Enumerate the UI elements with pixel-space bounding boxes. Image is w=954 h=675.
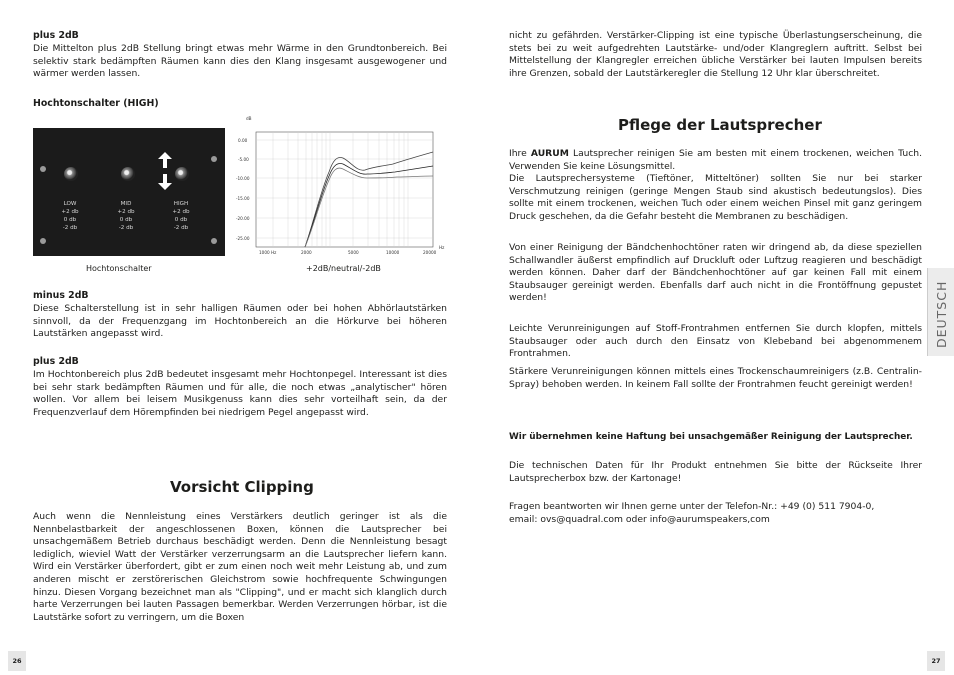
heading-minus-2db: minus 2dB: [33, 290, 89, 301]
paragraph-tech-data: Die technischen Daten für Ihr Produkt entnehmen Sie bitte der Rückseite Ihrer Lautsprecherbox bzw. der Kartonage!: [509, 460, 922, 484]
screw-top-right: [211, 156, 217, 162]
mid-label: MID +2 db 0 db -2 db: [117, 201, 135, 231]
heading-plus-2db-mid: plus 2dB: [33, 30, 79, 41]
graph-unit-x: Hz: [439, 245, 445, 250]
paragraph-clipping-continued: nicht zu gefährden. Verstärker-Clipping ist eine typische Überlastungserscheinung, die stets bei zu weit aufgedrehten Lautstärke- und/oder Klangreglern auftritt. Selbst bei Mittelstellung der Klangregler erreichen übliche Verstärker bei lauten Impulsen bereits ihre Grenzen, sobald der Lautstärkeregler die Stellung 12 Uhr klar überschreitet.: [509, 30, 922, 79]
graph-caption: +2dB/neutral/-2dB: [306, 264, 381, 273]
paragraph-care-1: Ihre AURUM Lautsprecher reinigen Sie am besten mit einem trockenen, weichen Tuch. Verwenden Sie keine Lösungsmittel.: [509, 148, 922, 172]
frequency-response-graph: [233, 112, 449, 260]
paragraph-care-4: Leichte Verunreinigungen auf Stoff-Frontrahmen entfernen Sie durch klopfen, mittels Staubsauger oder auch durch den Einsatz von Klebeband bei abgenommenem Frontrahmen.: [509, 323, 922, 360]
screw-top-left: [40, 166, 46, 172]
paragraph-plus-2db-mid: Die Mittelton plus 2dB Stellung bringt etwas mehr Wärme in den Grundtonbereich. Bei selektiv stark bedämpften Räumen kann dies den Klang insgesamt ausgewogener und wärmer werden lassen.: [33, 43, 447, 80]
screw-bottom-right: [211, 238, 217, 244]
screw-bottom-left: [40, 238, 46, 244]
y-tick-5: -25.00: [236, 236, 250, 241]
heading-high-switch: Hochtonschalter (HIGH): [33, 98, 159, 109]
heading-plus-2db-high: plus 2dB: [33, 356, 79, 367]
arrow-up-icon: [158, 152, 172, 168]
liability-warning: Wir übernehmen keine Haftung bei unsachgemäßer Reinigung der Lautsprecher.: [509, 432, 913, 442]
panel-caption: Hochtonschalter: [86, 264, 152, 273]
page-number-left: 26: [8, 651, 26, 671]
low-switch-knob: [64, 167, 78, 181]
high-switch-knob: [175, 167, 189, 181]
paragraph-care-5: Stärkere Verunreinigungen können mittels eines Trockenschaumreinigers (z.B. Centralin-Spray) behoben werden. In keinem Fall sollte der Frontrahmen feucht gereinigt werden!: [509, 366, 922, 390]
high-label: HIGH +2 db 0 db -2 db: [172, 201, 190, 231]
contact-line-2: email: ovs@quadral.com oder info@aurumspeakers,com: [509, 514, 770, 525]
graph-unit-y: dB: [246, 116, 252, 121]
x-tick-1: 2000: [301, 250, 312, 255]
paragraph-plus-2db-high: Im Hochtonbereich plus 2dB bedeutet insgesamt mehr Hochtonpegel. Interessant ist dies bei sehr stark bedämpften Räumen und für alle, die noch etwas „analytischer" hören wollen. Vor allem bei leisem Musikgenuss kann dies sehr vorteilhaft sein, da der Frequenzverlauf dem Hörempfinden bei niedrigem Pegel angepasst wird.: [33, 369, 447, 418]
language-tab-label: DEUTSCH: [934, 280, 949, 348]
paragraph-clipping: Auch wenn die Nennleistung eines Verstärkers deutlich geringer ist als die Nennbelastbarkeit der angeschlossenen Boxen, können die Lautsprecher bei unsachgemäßem Betrieb durchaus beschädigt werden. Denn die Nennleistung besagt lediglich, wieviel Watt der Verstärker verzerrungsarm an die Lautsprecher liefern kann. Wird ein Verstärker überfordert, gibt er zum einen noch weit mehr Leistung ab, und zum anderen mischt er zerstörerischen Gleichstrom sowie hochfrequente Schwingungen hinzu. Diesen Vorgang bezeichnet man als "Clipping", und er macht sich klanglich durch harte Verzerrungen bei lauten Passagen bemerkbar. Werden Verzerrungen hörbar, ist die Lautstärke sofort zu verringern, um die Boxen: [33, 511, 447, 623]
paragraph-minus-2db: Diese Schalterstellung ist in sehr halligen Räumen oder bei hohen Abhörlautstärken sinnvoll, da der Frequenzgang im Hochtonbereich an die Hörkurve bei höheren Lautstärken angepasst wird.: [33, 303, 447, 340]
mid-switch-knob: [121, 167, 135, 181]
x-tick-0: 1000 Hz: [259, 250, 277, 255]
y-tick-2: -10.00: [236, 176, 250, 181]
x-tick-3: 10000: [386, 250, 400, 255]
y-tick-1: -5.00: [238, 157, 249, 162]
page-number-right: 27: [927, 651, 945, 671]
language-side-tab: [927, 268, 954, 356]
y-tick-3: -15.00: [236, 196, 250, 201]
brand-name: AURUM: [530, 148, 569, 159]
paragraph-care-2: Die Lautsprechersysteme (Tieftöner, Mitteltöner) sollten Sie nur bei starker Verschmutzung reinigen (geringe Mengen Staub sind akustisch bedeutungslos). Dies sollte mit einem trockenen, weichen Tuch oder einem weichen Pinsel mit ganz geringem Druck geschehen, da die Gefahr besteht die Membranen zu beschädigen.: [509, 173, 922, 222]
clipping-title: Vorsicht Clipping: [170, 478, 314, 496]
arrow-down-icon: [158, 174, 172, 190]
x-tick-2: 5000: [348, 250, 359, 255]
switch-panel-image: [33, 128, 225, 256]
y-tick-4: -20.00: [236, 216, 250, 221]
contact-line-1: Fragen beantworten wir Ihnen gerne unter der Telefon-Nr.: +49 (0) 511 7904-0,: [509, 501, 875, 512]
x-tick-4: 20000: [423, 250, 437, 255]
paragraph-care-3: Von einer Reinigung der Bändchenhochtöner raten wir dringend ab, da diese speziellen Schallwandler äußerst empfindlich auf Druckluft oder Luftzug reagieren und beschädigt werden können. Daher darf der Bändchenhochtöner auf gar keinen Fall mit einem Staubsauger gereinigt werden. Ebenfalls darf auch nicht in die Frontöffnung gepustet werden!: [509, 242, 922, 304]
care-title: Pflege der Lautsprecher: [618, 116, 822, 134]
y-tick-0: 0.00: [238, 138, 248, 143]
low-label: LOW +2 db 0 db -2 db: [61, 201, 79, 231]
